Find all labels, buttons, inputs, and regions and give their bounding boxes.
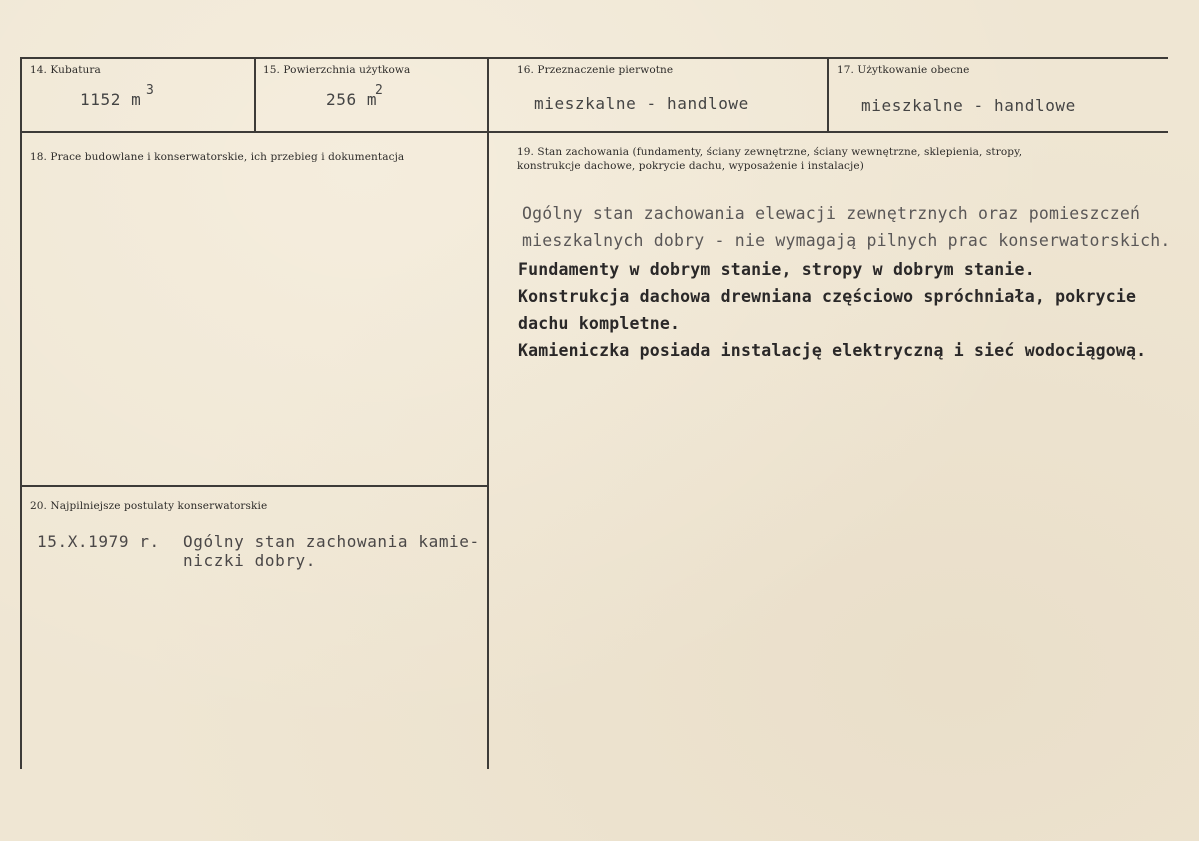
main-divider <box>487 57 489 769</box>
field-14-superscript: 3 <box>146 83 154 98</box>
field-18-label: 18. Prace budowlane i konserwatorskie, ich przebieg i dokumentacja <box>30 151 405 163</box>
field-17-value: mieszkalne - handlowe <box>861 96 1076 115</box>
field-14-value: 1152 m <box>80 90 142 109</box>
field-17-label: 17. Użytkowanie obecne <box>837 64 970 76</box>
field-20-date: 15.X.1979 r. <box>37 532 160 551</box>
section-rule <box>20 485 488 487</box>
field-15-value: 256 m <box>326 90 378 109</box>
left-border <box>20 57 22 769</box>
field-19-label-line1: 19. Stan zachowania (fundamenty, ściany zewnętrzne, ściany wewnętrzne, sklepienia, stropy, <box>517 146 1023 158</box>
field-19-line-2: mieszkalnych dobry - nie wymagają pilnych prac konserwatorskich. <box>522 231 1171 250</box>
field-19-text-b <box>518 256 1146 364</box>
field-16-value: mieszkalne - handlowe <box>534 94 749 113</box>
row-rule <box>20 131 1168 133</box>
field-19-text <box>522 200 1171 254</box>
field-15-superscript: 2 <box>375 83 383 98</box>
field-19-line-5: dachu kompletne. <box>518 314 681 333</box>
field-19-line-6: Kamieniczka posiada instalację elektryczną i sieć wodociągową. <box>518 341 1147 360</box>
divider-16-17 <box>827 57 829 132</box>
field-20-line-2: niczki dobry. <box>183 551 317 570</box>
field-16-label: 16. Przeznaczenie pierwotne <box>517 64 674 76</box>
field-15-label: 15. Powierzchnia użytkowa <box>263 64 411 76</box>
field-20-line-1: Ogólny stan zachowania kamie- <box>183 532 480 551</box>
top-rule <box>20 57 1168 59</box>
field-20-label: 20. Najpilniejsze postulaty konserwatorskie <box>30 500 268 512</box>
field-19-line-3: Fundamenty w dobrym stanie, stropy w dobrym stanie. <box>518 260 1035 279</box>
field-14-label: 14. Kubatura <box>30 64 101 76</box>
field-19-label-line2: konstrukcje dachowe, pokrycie dachu, wyposażenie i instalacje) <box>517 160 864 172</box>
field-19-line-4: Konstrukcja dachowa drewniana częściowo spróchniała, pokrycie <box>518 287 1137 306</box>
field-19-line-1: Ogólny stan zachowania elewacji zewnętrznych oraz pomieszczeń <box>522 204 1141 223</box>
divider-14-15 <box>254 57 256 132</box>
